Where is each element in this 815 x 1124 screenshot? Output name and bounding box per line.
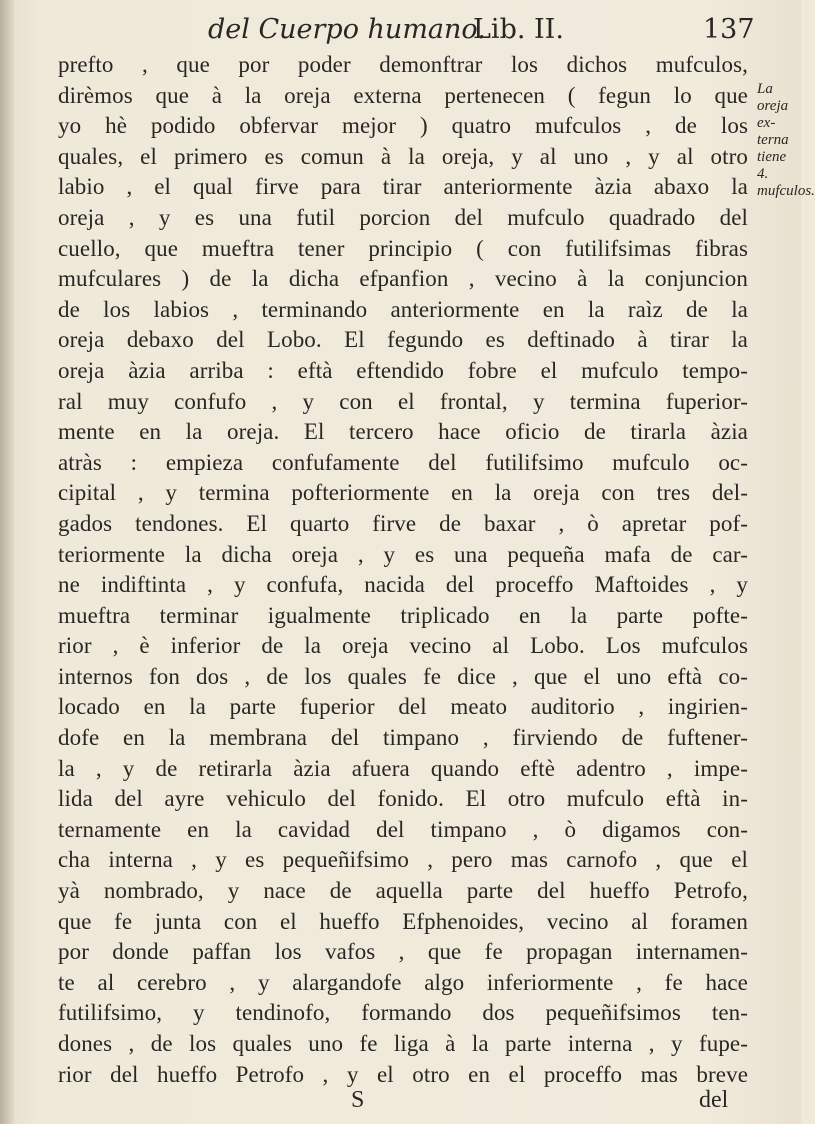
text-line: atràs : empieza confufamente del futilifsimo mufculo oc- [58,449,748,475]
running-header [208,14,768,48]
signature-mark: S [351,1087,365,1113]
text-line: la , y de retirarla àzia afuera quando eftè adentro , impe- [58,755,748,781]
text-line: teriormente la dicha oreja , y es una pequeña mafa de car- [58,541,748,567]
text-line: rior , è inferior de la oreja vecino al Lobo. Los mufculos [58,633,748,659]
text-line: rior del hueffo Petrofo , y el otro en el proceffo mas breve [58,1061,748,1087]
text-line: cuello, que mueftra tener principio ( con futilifsimas fibras [58,235,748,261]
marginal-note-line: terna tiene 4. [757,132,789,182]
catchword: del [699,1087,729,1113]
marginal-note-line: La oreja ex- [757,81,789,131]
text-line: oreja debaxo del Lobo. El fegundo es deftinado à tirar la [58,327,748,353]
text-line: ral muy confufo , y con el frontal, y termina fuperior- [58,388,748,414]
text-line: yà nombrado, y nace de aquella parte del hueffo Petrofo, [58,878,748,904]
text-line: prefto , que por poder demonftrar los dichos mufculos, [58,52,748,77]
text-line: lida del ayre vehiculo del fonido. El otro mufculo eftà in- [58,786,748,812]
text-line: gados tendones. El quarto firve de baxar , ò apretar pof- [58,510,748,536]
text-line: de los labios , terminando anteriormente en la raìz de la [58,296,748,322]
text-line: ternamente en la cavidad del timpano , ò digamos con- [58,816,748,842]
text-line: que fe junta con el hueffo Efphenoides, vecino al foramen [58,908,748,934]
running-title: del Cuerpo humano. [208,14,486,45]
text-line: por donde paffan los vafos , que fe propagan internamen- [58,939,748,965]
body-text [58,50,748,1090]
text-line: internos fon dos , de los quales fe dice , que el uno eftà co- [58,663,748,689]
text-line: cipital , y termina pofteriormente en la oreja con tres del- [58,480,748,506]
text-line: locado en la parte fuperior del meato auditorio , ingirien- [58,694,748,720]
page-number: 137 [703,14,755,45]
text-line: oreja àzia arriba : eftà eftendido fobre el mufculo tempo- [58,357,748,383]
text-line: dones , de los quales uno fe liga à la parte interna , y fupe- [58,1031,748,1056]
marginal-note-line: mufculos. [757,183,815,199]
text-line: mente en la oreja. El tercero hace oficio de tirarla àzia [58,419,748,445]
text-line: dofe en la membrana del timpano , firviendo de fuftener- [58,725,748,751]
text-line: dirèmos que à la oreja externa pertenecen ( fegun lo que [58,82,748,108]
text-line: labio , el qual firve para tirar anteriormente àzia abaxo la [58,174,748,200]
page-gutter [0,0,14,1124]
text-line: ne indiftinta , y confufa, nacida del proceffo Maftoides , y [58,572,748,598]
text-line: te al cerebro , y alargandofe algo inferiormente , fe hace [58,969,748,995]
text-line: yo hè podido obfervar mejor ) quatro mufculos , de los [58,113,748,139]
text-line: oreja , y es una futil porcion del mufculo quadrado del [58,204,748,230]
marginal-note [757,81,815,200]
book-number: Lib. II. [473,14,564,45]
text-line: mufculares ) de la dicha efpanfion , vecino à la conjuncion [58,266,748,292]
text-line: mueftra terminar igualmente triplicado en la parte pofte- [58,602,748,628]
text-line: futilifsimo, y tendinofo, formando dos pequeñifsimos ten- [58,1000,748,1026]
text-line: quales, el primero es comun à la oreja, y al uno , y al otro [58,143,748,169]
text-line: cha interna , y es pequeñifsimo , pero mas carnofo , que el [58,847,748,873]
